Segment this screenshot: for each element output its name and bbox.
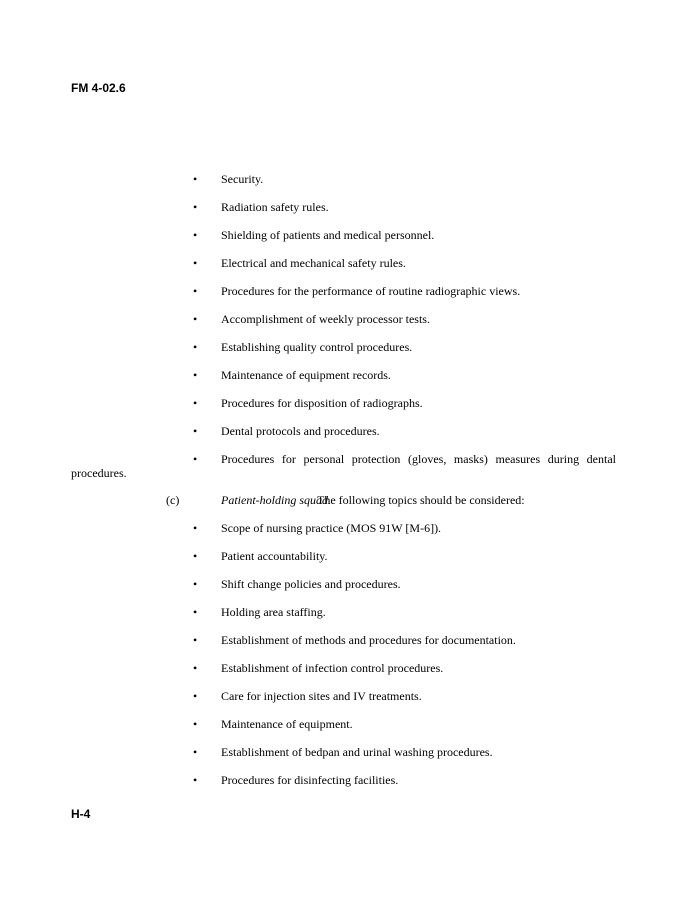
list-item — [0, 577, 698, 605]
bullet-icon: • — [193, 521, 198, 535]
bullet-icon: • — [193, 424, 198, 438]
list-item-text: Security. — [221, 172, 264, 186]
bullet-icon: • — [193, 284, 198, 298]
bullet-icon: • — [193, 689, 198, 703]
list-item — [0, 689, 698, 717]
list-item-text: Accomplishment of weekly processor tests. — [221, 312, 430, 326]
list-item — [0, 661, 698, 689]
bullet-icon: • — [193, 577, 198, 591]
list-item — [0, 172, 698, 200]
bullet-icon: • — [193, 452, 198, 466]
list-item-text: Electrical and mechanical safety rules. — [221, 256, 406, 270]
bullet-icon: • — [193, 172, 198, 186]
list-item — [0, 521, 698, 549]
list-item-text: Establishment of methods and procedures for documentation. — [221, 633, 516, 647]
bullet-icon: • — [193, 745, 198, 759]
list-item-text: Establishing quality control procedures. — [221, 340, 413, 354]
section-b-bullet-list — [0, 172, 698, 452]
list-item — [0, 396, 698, 424]
list-item-text: Establishment of infection control procedures. — [221, 661, 444, 675]
list-item-text: Holding area staffing. — [221, 605, 326, 619]
list-item-text: Scope of nursing practice (MOS 91W [M-6]). — [221, 521, 442, 535]
list-item-text: Radiation safety rules. — [221, 200, 329, 214]
bullet-icon: • — [193, 661, 198, 675]
list-item — [0, 368, 698, 396]
subsection-heading-patient-holding — [0, 493, 698, 507]
list-item — [0, 340, 698, 368]
bullet-icon: • — [193, 340, 198, 354]
list-item-text: Shift change policies and procedures. — [221, 577, 401, 591]
list-item — [0, 200, 698, 228]
list-item-text: Procedures for the performance of routine radiographic views. — [221, 284, 521, 298]
list-item-personal-protection — [0, 452, 698, 480]
list-item — [0, 549, 698, 577]
bullet-icon: • — [193, 312, 198, 326]
bullet-icon: • — [193, 605, 198, 619]
list-item-text: Care for injection sites and IV treatments. — [221, 689, 422, 703]
manual-identifier: FM 4-02.6 — [71, 81, 126, 95]
list-item — [0, 633, 698, 661]
list-item-text-line-2: procedures. — [71, 466, 127, 480]
bullet-icon: • — [193, 773, 198, 787]
list-item-text: Shielding of patients and medical personnel. — [221, 228, 435, 242]
list-item-text: Patient accountability. — [221, 549, 328, 563]
list-item — [0, 284, 698, 312]
subsection-intro: The following topics should be considered: — [317, 493, 525, 507]
bullet-icon: • — [193, 200, 198, 214]
subsection-title: Patient-holding squad. — [221, 493, 331, 507]
list-item-text: Maintenance of equipment. — [221, 717, 353, 731]
list-item — [0, 605, 698, 633]
bullet-icon: • — [193, 549, 198, 563]
list-item — [0, 773, 698, 801]
bullet-icon: • — [193, 256, 198, 270]
list-item — [0, 745, 698, 773]
list-item-text: Dental protocols and procedures. — [221, 424, 380, 438]
list-item — [0, 717, 698, 745]
list-item — [0, 312, 698, 340]
list-item — [0, 228, 698, 256]
bullet-icon: • — [193, 228, 198, 242]
bullet-icon: • — [193, 633, 198, 647]
list-item — [0, 424, 698, 452]
list-item-text: Maintenance of equipment records. — [221, 368, 391, 382]
page-number: H-4 — [71, 807, 91, 821]
list-item-text: Establishment of bedpan and urinal washing procedures. — [221, 745, 493, 759]
bullet-icon: • — [193, 717, 198, 731]
list-item — [0, 256, 698, 284]
list-item-text-line-1: Procedures for personal protection (gloves, masks) measures during dental — [221, 452, 616, 466]
bullet-icon: • — [193, 396, 198, 410]
list-item-text: Procedures for disinfecting facilities. — [221, 773, 399, 787]
list-item-text: Procedures for disposition of radiographs. — [221, 396, 423, 410]
subsection-marker: (c) — [166, 493, 180, 507]
bullet-icon: • — [193, 368, 198, 382]
section-c-bullet-list — [0, 521, 698, 801]
